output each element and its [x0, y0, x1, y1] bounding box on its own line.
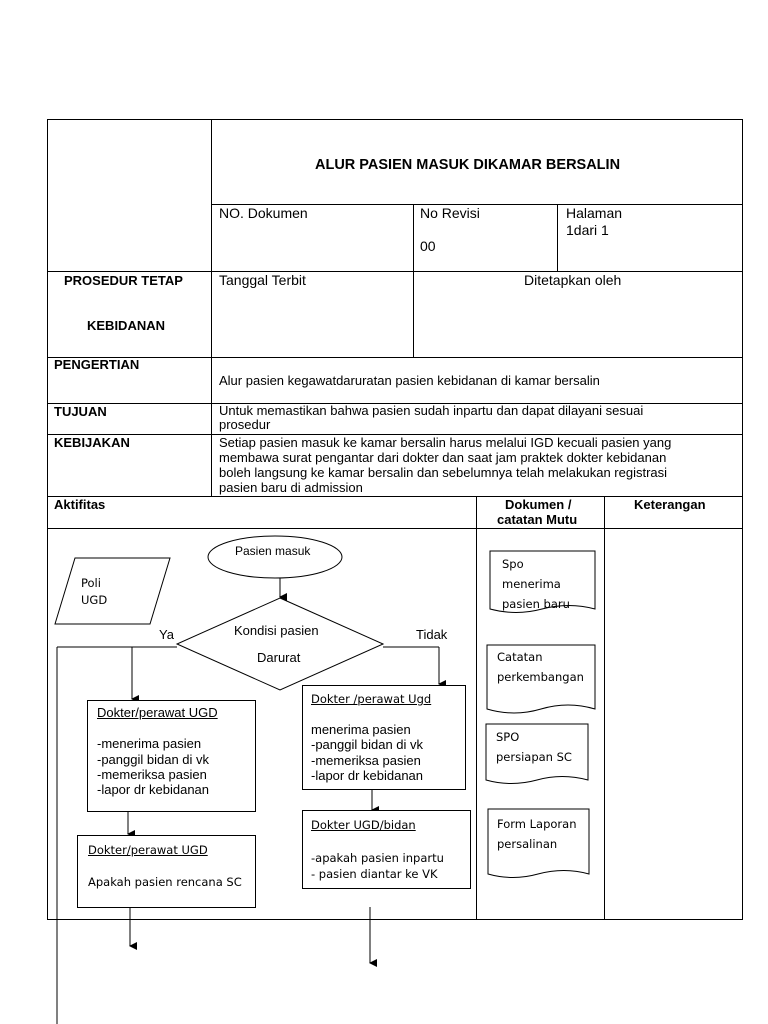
- right-box-item: -panggil bidan di vk: [311, 737, 424, 752]
- kebidanan-label: KEBIDANAN: [87, 318, 165, 333]
- decision-label-line2: Darurat: [257, 650, 301, 665]
- tujuan-label: TUJUAN: [54, 404, 107, 419]
- halaman-value: 1dari 1: [566, 222, 609, 238]
- doc3-line2: persiapan SC: [496, 750, 572, 764]
- halaman-label: Halaman: [566, 205, 623, 221]
- right-box2-line2: - pasien diantar ke VK: [311, 867, 438, 881]
- yes-label: Ya: [159, 627, 174, 642]
- doc1-line3: pasien baru: [502, 597, 570, 611]
- left-box-item: -panggil bidan di vk: [97, 752, 210, 767]
- left-box2-text: Apakah pasien rencana SC: [88, 875, 242, 889]
- dokumen-header-line1: Dokumen /: [505, 497, 572, 512]
- kebijakan-label: KEBIJAKAN: [54, 435, 130, 450]
- left-process-box-2: [77, 835, 256, 908]
- doc3-line1: SPO: [496, 730, 520, 744]
- pengertian-text: Alur pasien kegawatdaruratan pasien kebidanan di kamar bersalin: [219, 373, 600, 388]
- doc2-line2: perkembangan: [497, 670, 584, 684]
- right-box-item: -memeriksa pasien: [311, 753, 421, 768]
- kebijakan-line3: boleh langsung ke kamar bersalin dan sebelumnya telah melakukan registrasi: [219, 465, 668, 480]
- poli-ugd-parallelogram: [55, 558, 170, 624]
- no-label: Tidak: [416, 627, 448, 642]
- aktifitas-header: Aktifitas: [54, 497, 106, 512]
- dokumen-header-line2: catatan Mutu: [497, 512, 578, 527]
- ditetapkan-label: Ditetapkan oleh: [524, 272, 622, 288]
- doc1-line2: menerima: [502, 577, 561, 591]
- left-box2-title: Dokter/perawat UGD: [88, 843, 208, 857]
- left-box-item: -lapor dr kebidanan: [97, 782, 210, 797]
- prosedur-tetap-label: PROSEDUR TETAP: [64, 273, 183, 288]
- tujuan-line2: prosedur: [219, 417, 271, 432]
- start-label: Pasien masuk: [235, 544, 311, 558]
- right-process-box: [302, 685, 466, 790]
- doc4-line2: persalinan: [497, 837, 558, 851]
- decision-diamond: [177, 598, 383, 690]
- no-revisi-label: No Revisi: [420, 205, 480, 221]
- keterangan-header: Keterangan: [634, 497, 706, 512]
- right-box2-line1: -apakah pasien inpartu: [311, 851, 444, 865]
- tanggal-terbit-label: Tanggal Terbit: [219, 272, 306, 288]
- ugd-label: UGD: [81, 593, 108, 607]
- kebijakan-line2: membawa surat pengantar dari dokter dan saat jam praktek dokter kebidanan: [219, 450, 667, 465]
- decision-label-line1: Kondisi pasien: [234, 623, 319, 638]
- doc4-line1: Form Laporan: [497, 817, 577, 831]
- right-box-title: Dokter /perawat Ugd: [311, 692, 432, 706]
- right-box-item: menerima pasien: [311, 722, 411, 737]
- right-box2-title: Dokter UGD/bidan: [311, 818, 416, 832]
- no-dokumen-label: NO. Dokumen: [219, 205, 308, 221]
- kebijakan-line1: Setiap pasien masuk ke kamar bersalin harus melalui IGD kecuali pasien yang: [219, 435, 672, 450]
- left-process-box: [87, 700, 256, 812]
- left-box-title: Dokter/perawat UGD: [97, 705, 218, 720]
- right-box-item: -lapor dr kebidanan: [311, 768, 424, 783]
- tujuan-line1: Untuk memastikan bahwa pasien sudah inpartu dan dapat dilayani sesuai: [219, 403, 644, 418]
- doc2-line1: Catatan: [497, 650, 543, 664]
- no-revisi-value: 00: [420, 238, 436, 254]
- doc1-line1: Spo: [502, 557, 524, 571]
- left-box-item: -memeriksa pasien: [97, 767, 207, 782]
- left-box-item: -menerima pasien: [97, 736, 202, 751]
- kebijakan-line4: pasien baru di admission: [219, 480, 363, 495]
- poli-label: Poli: [81, 576, 101, 590]
- pengertian-label: PENGERTIAN: [54, 357, 140, 372]
- document-title: ALUR PASIEN MASUK DIKAMAR BERSALIN: [315, 157, 621, 173]
- right-process-box-2: [302, 810, 471, 889]
